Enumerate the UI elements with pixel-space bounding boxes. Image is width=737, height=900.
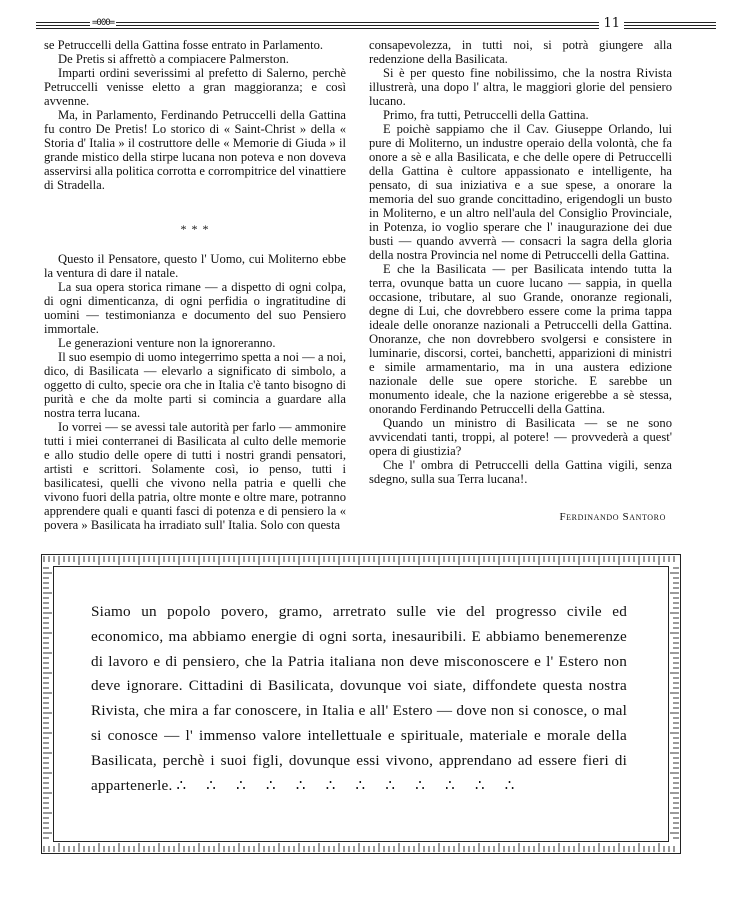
paragraph: se Petruccelli della Gattina fosse entrato in Parlamento. bbox=[44, 38, 324, 52]
paragraph: Questo il Pensatore, questo l' Uomo, cui Moliterno ebbe la ventura di dare il natale. bbox=[44, 252, 346, 280]
paragraph: Imparti ordini severissimi al prefetto di Salerno, perchè Petruccelli venisse eletto a gran maggioranza; e così avvenne. bbox=[44, 66, 346, 108]
paragraph: De Pretis si affrettò a compiacere Palmerston. bbox=[58, 52, 289, 66]
paragraph: Ma, in Parlamento, Ferdinando Petruccelli della Gattina fu contro De Pretis! Lo storico di « Saint-Christ » della « Storia d' Italia » il costruttore delle « Memorie di Giuda » il grande mistico della stirpe lucana non poteva e non doveva asservirsi alla politica corrotta e corrompitrice del vinattiere di Stradella. bbox=[44, 108, 346, 192]
paragraph: Il suo esempio di uomo integerrimo spetta a noi — a noi, dico, di Basilicata — elevarlo a significato di simbolo, a oggetto di culto, specie ora che in Italia c'è tanto bisogno di purità e che da molte parti si comincia a guardare alla nostra terra lucana. bbox=[44, 350, 346, 420]
section-separator: * * * bbox=[180, 222, 210, 236]
header-ornament: =000= bbox=[92, 18, 115, 28]
paragraph: Che l' ombra di Petruccelli della Gattina vigili, senza sdegno, sulla sua Terra lucana!. bbox=[369, 458, 672, 486]
paragraph: Quando un ministro di Basilicata — se ne sono avvicendati tanti, troppi, al potere! — provvederà a quest' opera di giustizia? bbox=[369, 416, 672, 458]
boxed-appeal bbox=[91, 600, 627, 798]
paragraph: Si è per questo fine nobilissimo, che la nostra Rivista illustrerà, una dopo l' altra, le maggiori glorie del pensiero lucano. bbox=[369, 66, 672, 108]
paragraph: Le generazioni venture non la ignoreranno. bbox=[58, 336, 276, 350]
page-header bbox=[36, 18, 716, 32]
paragraph: Primo, fra tutti, Petruccelli della Gattina. bbox=[383, 108, 589, 122]
appeal-text: Siamo un popolo povero, gramo, arretrato sulle vie del progresso civile ed economico, ma abbiamo energie di ogni sorta, inesauribili. E abbiamo benemerenze di lavoro e di pensiero, che la Patria italiana non deve misconoscere e l' Estero non deve ignorare. Cittadini di Basilicata, dovunque voi siate, diffondete questa nostra Rivista, che mira a far conoscere, in Italia e all' Estero — dove non si conosce, o mal si conosce — l' immenso valore intellettuale e spirituale, materiale e morale della Basilicata, perchè i suoi figli, dovunque essi vivono, apprendano ad essere fieri di appartenerle. bbox=[91, 603, 627, 794]
paragraph: Io vorrei — se avessi tale autorità per farlo — ammonire tutti i miei conterranei di Basilicata al culto delle memorie e allo studio delle opere di tutti i nostri grandi pensatori, artisti e scrittori. Solamente così, io penso, tutti i basilicatesi, quelli che vivono nella patria e quelli che vivono fuori della patria, oltre monte e oltre mare, potranno apprendere quali e quanti fasci di potenza e di pensiero la « povera » Basilicata ha irradiato sull' Italia. Solo con questa bbox=[44, 420, 346, 532]
ornamental-dots: ∴ ∴ ∴ ∴ ∴ ∴ ∴ ∴ ∴ ∴ ∴ ∴ bbox=[176, 776, 516, 794]
paragraph: La sua opera storica rimane — a dispetto di ogni colpa, di ogni dimenticanza, di ogni perfidia o ingratitudine di uomini — testimonianza e documento del suo Pensiero immortale. bbox=[44, 280, 346, 336]
author-signature: Ferdinando Santoro bbox=[559, 511, 666, 523]
paragraph: E che la Basilicata — per Basilicata intendo tutta la terra, ovunque batta un cuore lucano — sappia, in quella occasione, tributare, al suo Grande, onoranze regionali, degne di Lui, che dovrebbero essere come la prima tappa ideale delle onoranze nazionali a Petruccelli della Gattina. Onoranze, che non dovrebbero svolgersi e consistere in luminarie, discorsi, cortei, banchetti, apparizioni di ministri e simile armamentario, ma in una austera edizione nazionale delle sue opere storiche. E sarebbe un monumento ideale, che la nazione erigerebbe a sè stessa, onorando Ferdinando Petruccelli della Gattina. bbox=[369, 262, 672, 416]
right-column bbox=[369, 38, 672, 524]
paragraph: E poichè sappiamo che il Cav. Giuseppe Orlando, lui pure di Moliterno, un industre operaio della volontà, che fa onore a sè e alla Basilicata, e che delle opere di Petruccelli della Gattina è cultore appassionato e intelligente, ha pensato, di sua iniziativa e a sue spese, a onorare la memoria del suo grande concittadino, erigendogli un busto in Moliterno, e un altro nell'aula del Consiglio Provinciale, in Potenza, io voglio sperare che l' inaugurazione dei due busti — quando avverrà — consacri la sagra della gloria della nostra Provincia nel nome di Petruccelli della Gattina. bbox=[369, 122, 672, 262]
paragraph: consapevolezza, in tutti noi, si potrà giungere alla redenzione della Basilicata. bbox=[369, 38, 672, 66]
left-column bbox=[44, 38, 346, 532]
page-number: 11 bbox=[599, 16, 624, 31]
